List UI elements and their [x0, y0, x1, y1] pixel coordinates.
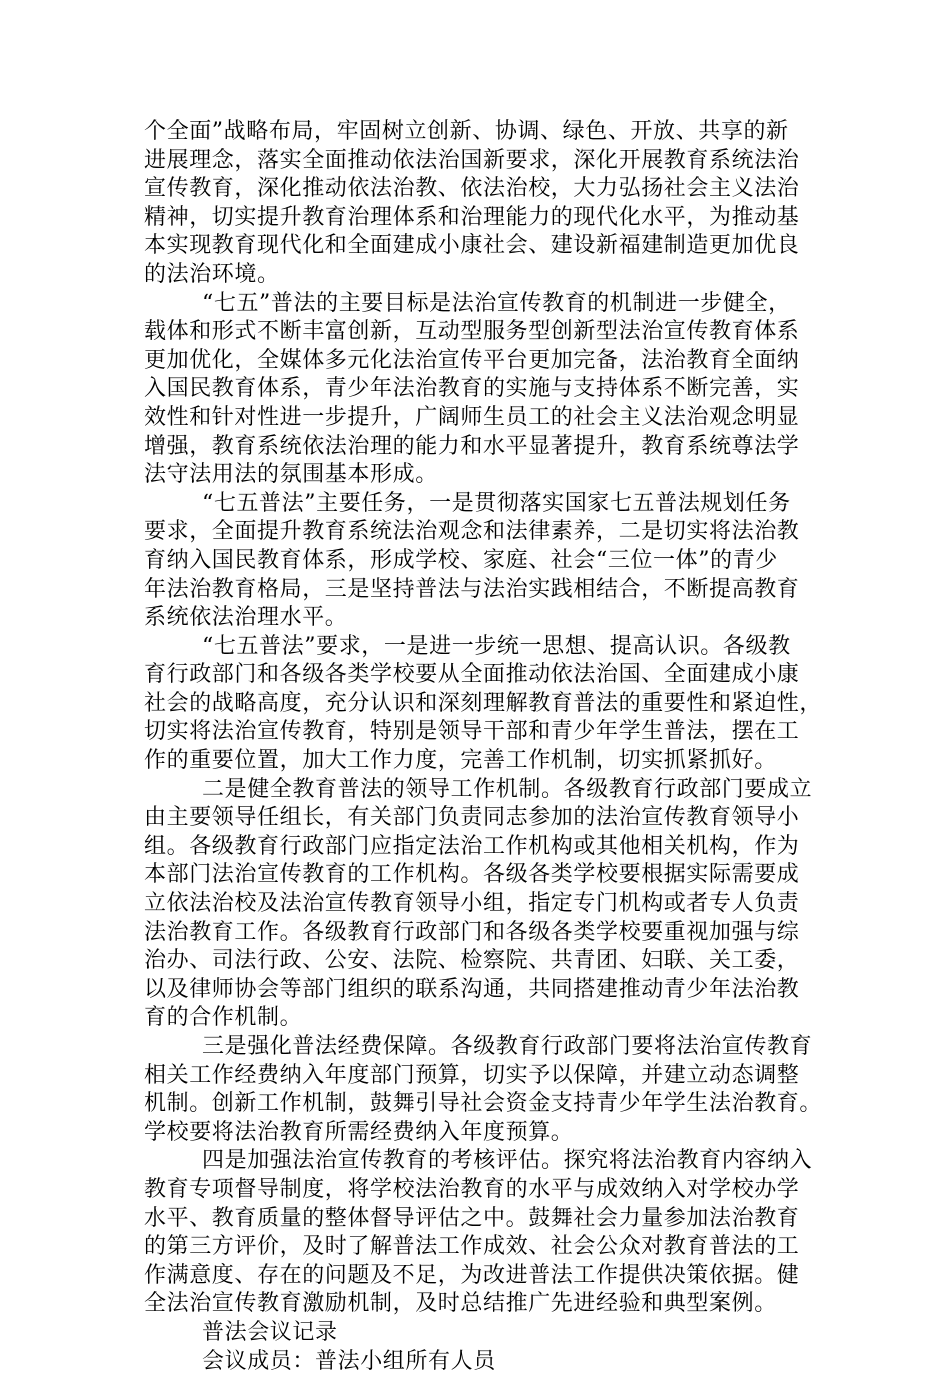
text-line: 的第三方评价，及时了解普法工作成效、社会公众对教育普法的工	[144, 1234, 800, 1260]
document-body	[144, 118, 823, 1376]
text-line: 个全面”战略布局，牢固树立创新、协调、绿色、开放、共享的新	[144, 119, 789, 144]
text-line: 机制。创新工作机制，鼓舞引导社会资金支持青少年学生法治教育。	[144, 1091, 823, 1117]
text-line: 法治教育工作。各级教育行政部门和各级各类学校要重视加强与综	[144, 919, 800, 945]
text-line: 宣传教育，深化推动依法治教、依法治校，大力弘扬社会主义法治	[144, 176, 800, 202]
text-line: 学校要将法治教育所需经费纳入年度预算。	[144, 1119, 574, 1145]
text-line: 本部门法治宣传教育的工作机构。各级各类学校要根据实际需要成	[144, 862, 800, 888]
paragraph-first-line: 四是加强法治宣传教育的考核评估。探究将法治教育内容纳入	[202, 1148, 813, 1174]
text-line: 更加优化，全媒体多元化法治宣传平台更加完备，法治教育全面纳	[144, 347, 800, 373]
text-line: 水平、教育质量的整体督导评估之中。鼓舞社会力量参加法治教育	[144, 1205, 800, 1231]
text-line: 效性和针对性进一步提升，广阔师生员工的社会主义法治观念明显	[144, 404, 800, 430]
text-line: 作的重要位置，加大工作力度，完善工作机制，切实抓紧抓好。	[144, 748, 777, 774]
text-line: 本实现教育现代化和全面建成小康社会、建设新福建制造更加优良	[144, 233, 800, 259]
text-line: 以及律师协会等部门组织的联系沟通，共同搭建推动青少年法治教	[144, 976, 800, 1002]
text-line: 育纳入国民教育体系，形成学校、家庭、社会“三位一体”的青少	[144, 547, 778, 573]
text-line: 作满意度、存在的问题及不足，为改进普法工作提供决策依据。健	[144, 1262, 800, 1288]
paragraph-first-line: 二是健全教育普法的领导工作机制。各级教育行政部门要成立	[202, 776, 813, 802]
text-line: 年法治教育格局，三是坚持普法与法治实践相结合，不断提高教育	[144, 576, 800, 602]
text-line: 相关工作经费纳入年度部门预算，切实予以保障，并建立动态调整	[144, 1062, 800, 1088]
text-line: 教育专项督导制度，将学校法治教育的水平与成效纳入对学校办学	[144, 1176, 800, 1202]
paragraph-first-line: 会议成员：普法小组所有人员	[202, 1348, 496, 1374]
text-line: 进展理念，落实全面推动依法治国新要求，深化开展教育系统法治	[144, 147, 800, 173]
text-line: 治办、司法行政、公安、法院、检察院、共青团、妇联、关工委，	[144, 948, 800, 974]
paragraph-first-line: 三是强化普法经费保障。各级教育行政部门要将法治宣传教育	[202, 1034, 813, 1059]
text-line: 全法治宣传教育激励机制，及时总结推广先进经验和典型案例。	[144, 1291, 777, 1317]
text-line: 育行政部门和各级各类学校要从全面推动依法治国、全面建成小康	[144, 662, 800, 688]
text-line: 系统依法治理水平。	[144, 605, 348, 631]
text-line: 精神，切实提升教育治理体系和治理能力的现代化水平，为推动基	[144, 204, 800, 230]
paragraph-first-line: “七五普法”主要任务，一是贯彻落实国家七五普法规划任务	[202, 490, 791, 516]
paragraph-first-line: “七五”普法的主要目标是法治宣传教育的机制进一步健全，	[202, 290, 791, 316]
text-line: 育的合作机制。	[144, 1005, 303, 1031]
text-line: 要求，全面提升教育系统法治观念和法律素养，二是切实将法治教	[144, 519, 800, 545]
text-line: 组。各级教育行政部门应指定法治工作机构或其他相关机构，作为	[144, 833, 800, 859]
text-line: 的法治环境。	[144, 261, 280, 287]
text-line: 入国民教育体系，青少年法治教育的实施与支持体系不断完善，实	[144, 376, 800, 402]
text-line: 切实将法治宣传教育，特别是领导干部和青少年学生普法，摆在工	[144, 719, 800, 745]
paragraph-first-line: “七五普法”要求，一是进一步统一思想、提高认识。各级教	[202, 633, 791, 659]
text-line: 由主要领导任组长，有关部门负责同志参加的法治宣传教育领导小	[144, 805, 800, 831]
text-line: 增强，教育系统依法治理的能力和水平显著提升，教育系统尊法学	[144, 433, 800, 459]
text-line: 法守法用法的氛围基本形成。	[144, 462, 438, 488]
text-line: 社会的战略高度，充分认识和深刻理解教育普法的重要性和紧迫性，	[144, 690, 823, 716]
text-line: 载体和形式不断丰富创新，互动型服务型创新型法治宣传教育体系	[144, 319, 800, 345]
paragraph-first-line: 普法会议记录	[202, 1319, 338, 1345]
text-line: 立依法治校及法治宣传教育领导小组，指定专门机构或者专人负责	[144, 891, 800, 917]
